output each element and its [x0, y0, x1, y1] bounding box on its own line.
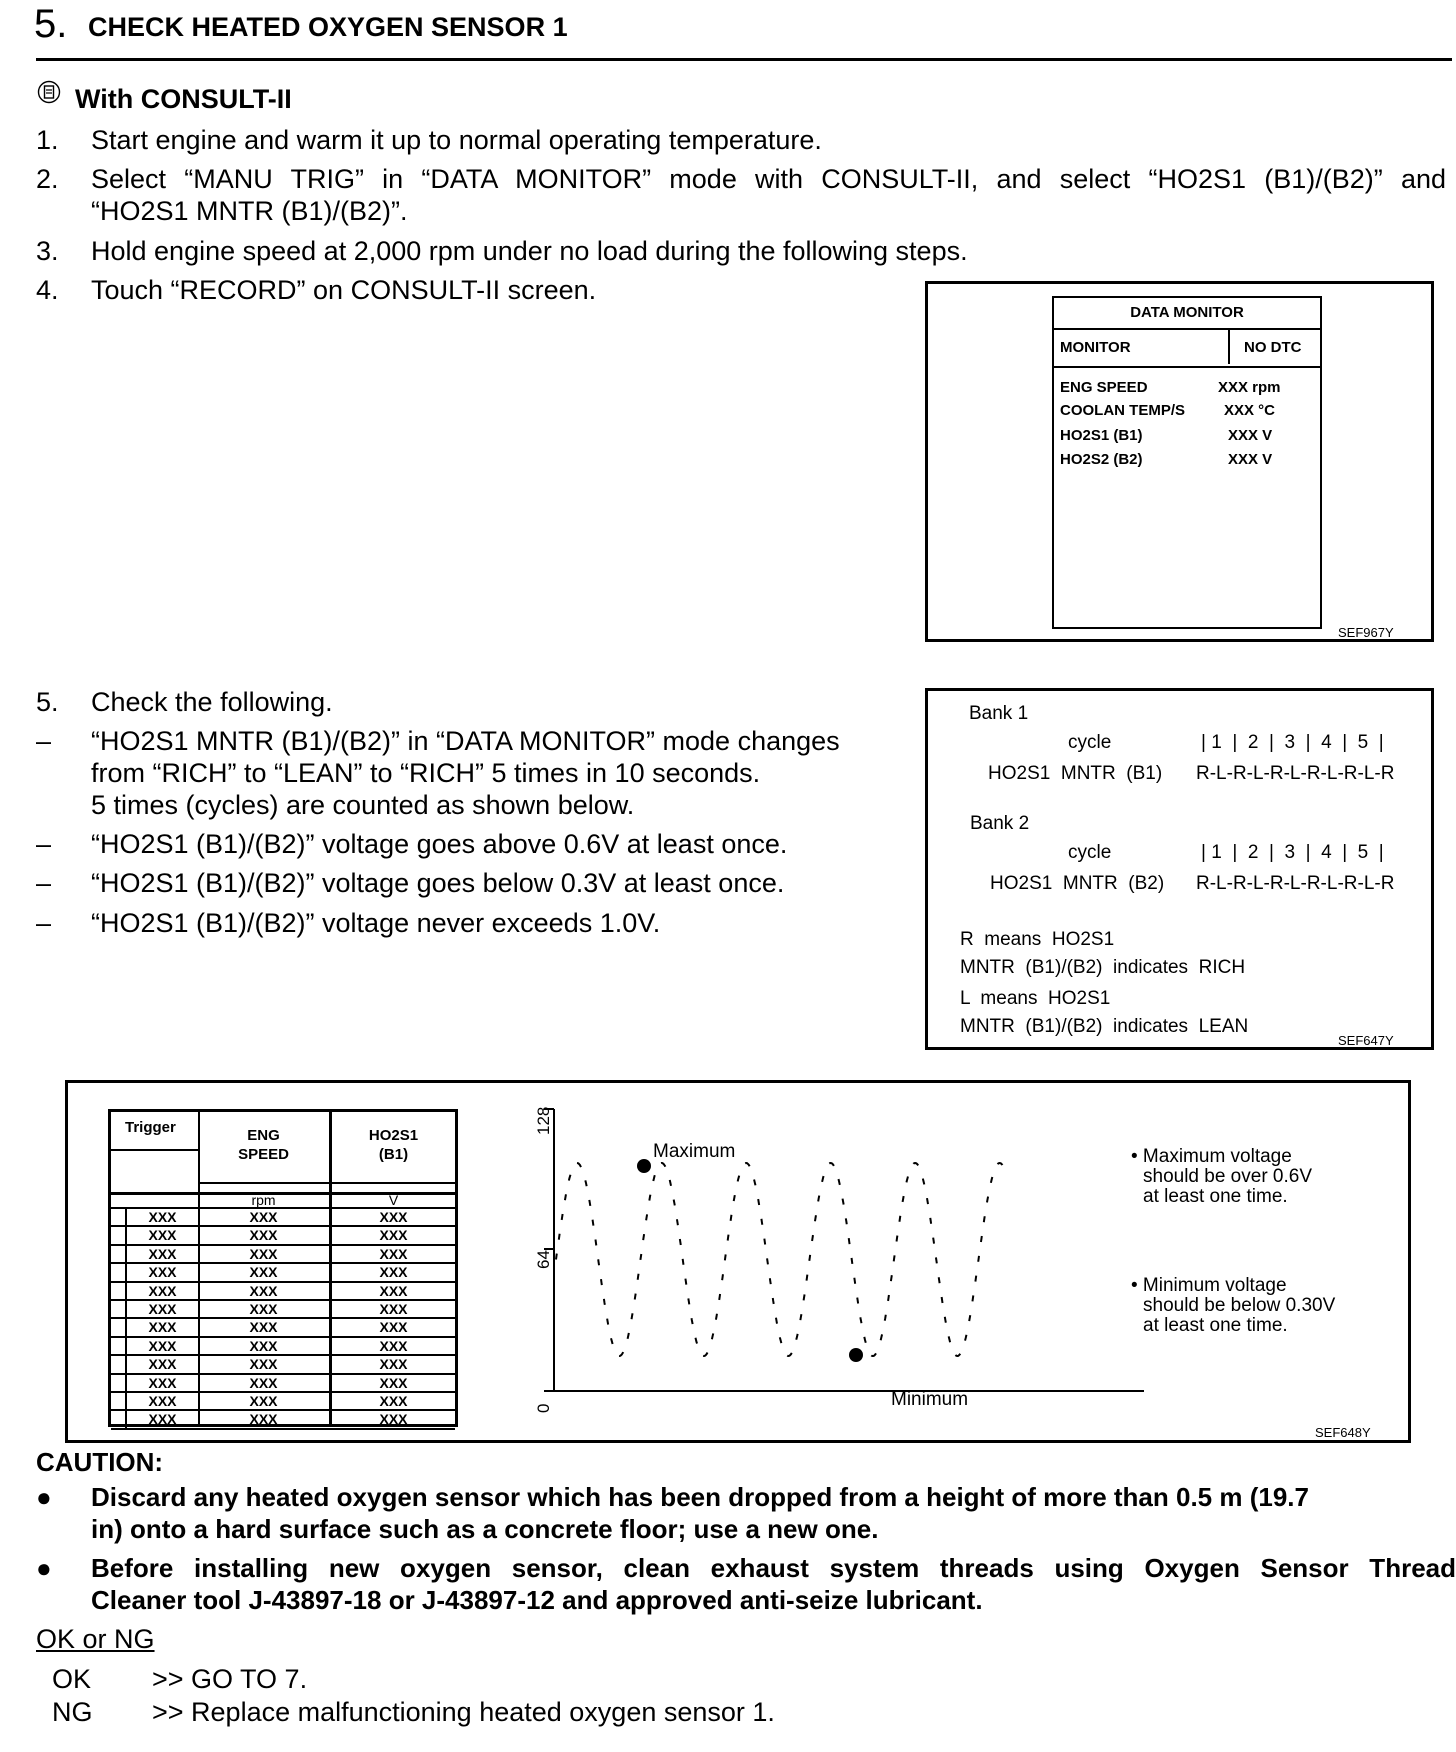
voltage-waveform	[468, 1083, 1198, 1440]
ho2s1-cell: XXX	[379, 1245, 408, 1262]
data-monitor-col-status: NO DTC	[1244, 339, 1302, 356]
bank2-label: Bank 2	[970, 813, 1030, 834]
maximum-label: Maximum	[653, 1141, 736, 1162]
data-monitor-col-monitor: MONITOR	[1060, 339, 1131, 356]
table-row	[111, 1319, 455, 1337]
eng-speed-cell: XXX	[249, 1319, 278, 1336]
table-row	[111, 1375, 455, 1393]
check-item-3-text: “HO2S1 (B1)/(B2)” voltage goes below 0.3V at least once.	[91, 868, 785, 898]
waveform-figure	[65, 1080, 1411, 1443]
step-3-number: 3.	[36, 236, 59, 266]
eng-speed-cell: XXX	[249, 1245, 278, 1262]
eng-speed-cell: XXX	[249, 1301, 278, 1317]
ho2s1-cell: XXX	[379, 1264, 408, 1281]
caution-title: CAUTION:	[36, 1447, 164, 1477]
unit-v: V	[388, 1192, 399, 1208]
trigger-cell: XXX	[148, 1301, 177, 1317]
trigger-cell: XXX	[148, 1319, 177, 1336]
bank1-sequence: R-L-R-L-R-L-R-L-R-L-R	[1196, 763, 1395, 784]
eng-speed-cell: XXX	[249, 1282, 278, 1299]
table-hline	[111, 1149, 198, 1151]
check-item-2-text: “HO2S1 (B1)/(B2)” voltage goes above 0.6V at least once.	[91, 829, 788, 859]
ho2s1-cell: XXX	[379, 1411, 408, 1428]
rich-note-line1: R means HO2S1	[960, 929, 1115, 950]
eng-speed-cell: XXX	[249, 1356, 278, 1373]
y-axis-128: 128	[534, 1106, 553, 1135]
consult-heading: With CONSULT-II	[75, 84, 292, 114]
table-row	[111, 1227, 455, 1245]
data-monitor-divider	[1228, 328, 1230, 364]
minimum-point	[849, 1348, 863, 1362]
check-dash: –	[36, 908, 52, 938]
max-note-line3: at least one time.	[1143, 1186, 1288, 1207]
bank1-label: Bank 1	[969, 703, 1029, 724]
ho2s1-cell: XXX	[379, 1337, 408, 1354]
max-voltage-note	[1131, 1147, 1312, 1207]
step-4-text: Touch “RECORD” on CONSULT-II screen.	[91, 275, 597, 305]
ho2s1-cell: XXX	[379, 1319, 408, 1336]
check-dash: –	[36, 829, 52, 859]
bullet-dot: ●	[36, 1482, 52, 1512]
trigger-cell: XXX	[148, 1411, 177, 1428]
min-voltage-note	[1131, 1276, 1335, 1336]
figure-code: SEF648Y	[1315, 1425, 1371, 1440]
maximum-point	[637, 1159, 651, 1173]
data-monitor-value: XXX °C	[1224, 402, 1276, 419]
page-title: CHECK HEATED OXYGEN SENSOR 1	[88, 12, 568, 42]
trigger-header: Trigger	[125, 1119, 176, 1136]
step-1-text: Start engine and warm it up to normal operating temperature.	[91, 125, 822, 155]
ho2s1-cell: XXX	[379, 1301, 408, 1317]
trigger-cell: XXX	[148, 1245, 177, 1262]
lean-note-line2: MNTR (B1)/(B2) indicates LEAN	[960, 1016, 1249, 1037]
data-monitor-title: DATA MONITOR	[1130, 304, 1244, 321]
caution-item-1-line2: in) onto a hard surface such as a concrete floor; use a new one.	[91, 1514, 879, 1544]
table-row	[111, 1411, 455, 1429]
ho2s1-cell: XXX	[379, 1374, 408, 1391]
eng-speed-header-1: ENG	[247, 1127, 280, 1144]
step-5-intro: Check the following.	[91, 687, 333, 717]
table-row	[111, 1301, 455, 1319]
y-axis-64: 64	[534, 1250, 553, 1269]
ho2s1-header-1: HO2S1	[368, 1127, 419, 1144]
check-item-4-text: “HO2S1 (B1)/(B2)” voltage never exceeds 1.0V.	[91, 908, 661, 938]
rich-note-line2: MNTR (B1)/(B2) indicates RICH	[960, 957, 1246, 978]
ho2s1-cell: XXX	[379, 1282, 408, 1299]
check-item-1-line3: 5 times (cycles) are counted as shown below.	[91, 790, 635, 820]
bank2-mntr: HO2S1 MNTR (B2)	[990, 873, 1165, 894]
trigger-cell: XXX	[148, 1282, 177, 1299]
bank2-cycle-label: cycle	[1068, 842, 1112, 863]
lean-note-line1: L means HO2S1	[960, 988, 1111, 1009]
step-1-number: 1.	[36, 125, 59, 155]
trigger-cell: XXX	[148, 1209, 177, 1225]
ho2s1-cell: XXX	[379, 1209, 408, 1225]
bank1-cycle-label: cycle	[1068, 732, 1112, 753]
bank1-mntr: HO2S1 MNTR (B1)	[988, 763, 1163, 784]
eng-speed-cell: XXX	[249, 1264, 278, 1281]
table-row	[111, 1246, 455, 1264]
data-monitor-figure	[925, 281, 1434, 642]
bullet-dot: ●	[36, 1553, 52, 1583]
step-2-text-line1: Select “MANU TRIG” in “DATA MONITOR” mode with CONSULT-II, and select “HO2S1 (B1)/(B2)” and	[91, 164, 1446, 194]
ho2s1-cell: XXX	[379, 1393, 408, 1409]
eng-speed-cell: XXX	[249, 1411, 278, 1428]
trigger-cell: XXX	[148, 1337, 177, 1354]
trigger-cell: XXX	[148, 1356, 177, 1373]
bank-cycle-figure	[925, 688, 1434, 1050]
ok-ng-heading: OK or NG	[36, 1624, 155, 1654]
step-3-text: Hold engine speed at 2,000 rpm under no load during the following steps.	[91, 236, 968, 266]
table-row	[111, 1393, 455, 1411]
step-number: 5.	[34, 2, 68, 46]
trigger-cell: XXX	[148, 1393, 177, 1409]
step-5-number: 5.	[36, 687, 59, 717]
data-monitor-value: XXX V	[1228, 451, 1273, 468]
data-monitor-screen	[1052, 296, 1322, 629]
min-note-line3: at least one time.	[1143, 1315, 1288, 1336]
caution-item-2-line1: Before installing new oxygen sensor, clean exhaust system threads using Oxygen Sensor Thread	[91, 1553, 1456, 1583]
table-row	[111, 1283, 455, 1301]
eng-speed-cell: XXX	[249, 1227, 278, 1244]
step-4-number: 4.	[36, 275, 59, 305]
data-monitor-row: HO2S1 (B1)	[1060, 427, 1143, 444]
eng-speed-header-2: SPEED	[238, 1146, 289, 1163]
table-row	[111, 1264, 455, 1282]
ok-action: >> GO TO 7.	[152, 1664, 308, 1694]
ok-label: OK	[52, 1664, 92, 1694]
ho2s1-cell: XXX	[379, 1356, 408, 1373]
caution-item-1-line1: Discard any heated oxygen sensor which has been dropped from a height of more than 0.5 m (19.7	[91, 1482, 1309, 1512]
ng-label: NG	[52, 1697, 93, 1727]
table-row	[111, 1338, 455, 1356]
step-2-text-line2: “HO2S1 MNTR (B1)/(B2)”.	[91, 196, 408, 226]
data-monitor-value: XXX rpm	[1218, 379, 1281, 396]
min-note-line1: • Minimum voltage	[1131, 1275, 1287, 1296]
table-hline	[198, 1182, 455, 1184]
eng-speed-cell: XXX	[249, 1209, 278, 1225]
bank2-cycle-marks: | 1 | 2 | 3 | 4 | 5 |	[1201, 842, 1384, 863]
ho2s1-cell: XXX	[379, 1227, 408, 1244]
trigger-table	[108, 1109, 458, 1427]
max-note-line1: • Maximum voltage	[1131, 1146, 1292, 1167]
data-monitor-row: HO2S2 (B2)	[1060, 451, 1143, 468]
minimum-label: Minimum	[891, 1389, 969, 1410]
caution-item-2-line2: Cleaner tool J-43897-18 or J-43897-12 and approved anti-seize lubricant.	[91, 1585, 983, 1615]
eng-speed-cell: XXX	[249, 1393, 278, 1409]
trigger-cell: XXX	[148, 1374, 177, 1391]
data-monitor-value: XXX V	[1228, 427, 1273, 444]
bank2-sequence: R-L-R-L-R-L-R-L-R-L-R	[1196, 873, 1395, 894]
y-axis-0: 0	[534, 1403, 553, 1413]
check-item-1-line2: from “RICH” to “LEAN” to “RICH” 5 times in 10 seconds.	[91, 758, 761, 788]
trigger-cell: XXX	[148, 1227, 177, 1244]
eng-speed-cell: XXX	[249, 1374, 278, 1391]
eng-speed-cell: XXX	[249, 1337, 278, 1354]
ho2s1-header-2: (B1)	[378, 1146, 409, 1163]
check-dash: –	[36, 868, 52, 898]
table-row	[111, 1209, 455, 1227]
check-item-1-line1: “HO2S1 MNTR (B1)/(B2)” in “DATA MONITOR” mode changes	[91, 726, 840, 756]
step-2-number: 2.	[36, 164, 59, 194]
data-monitor-row: ENG SPEED	[1060, 379, 1148, 396]
max-note-line2: should be over 0.6V	[1143, 1166, 1313, 1187]
figure-code: SEF647Y	[1338, 1033, 1394, 1048]
figure-code: SEF967Y	[1338, 625, 1394, 640]
title-rule	[36, 58, 1452, 61]
data-monitor-row: COOLAN TEMP/S	[1060, 402, 1186, 419]
consult-icon	[37, 80, 61, 104]
check-dash: –	[36, 726, 52, 756]
voltage-trace	[556, 1163, 1004, 1356]
unit-rpm: rpm	[251, 1192, 276, 1208]
ng-action: >> Replace malfunctioning heated oxygen sensor 1.	[152, 1697, 775, 1727]
bank1-cycle-marks: | 1 | 2 | 3 | 4 | 5 |	[1201, 732, 1384, 753]
table-row	[111, 1356, 455, 1374]
min-note-line2: should be below 0.30V	[1143, 1295, 1336, 1316]
trigger-cell: XXX	[148, 1264, 177, 1281]
